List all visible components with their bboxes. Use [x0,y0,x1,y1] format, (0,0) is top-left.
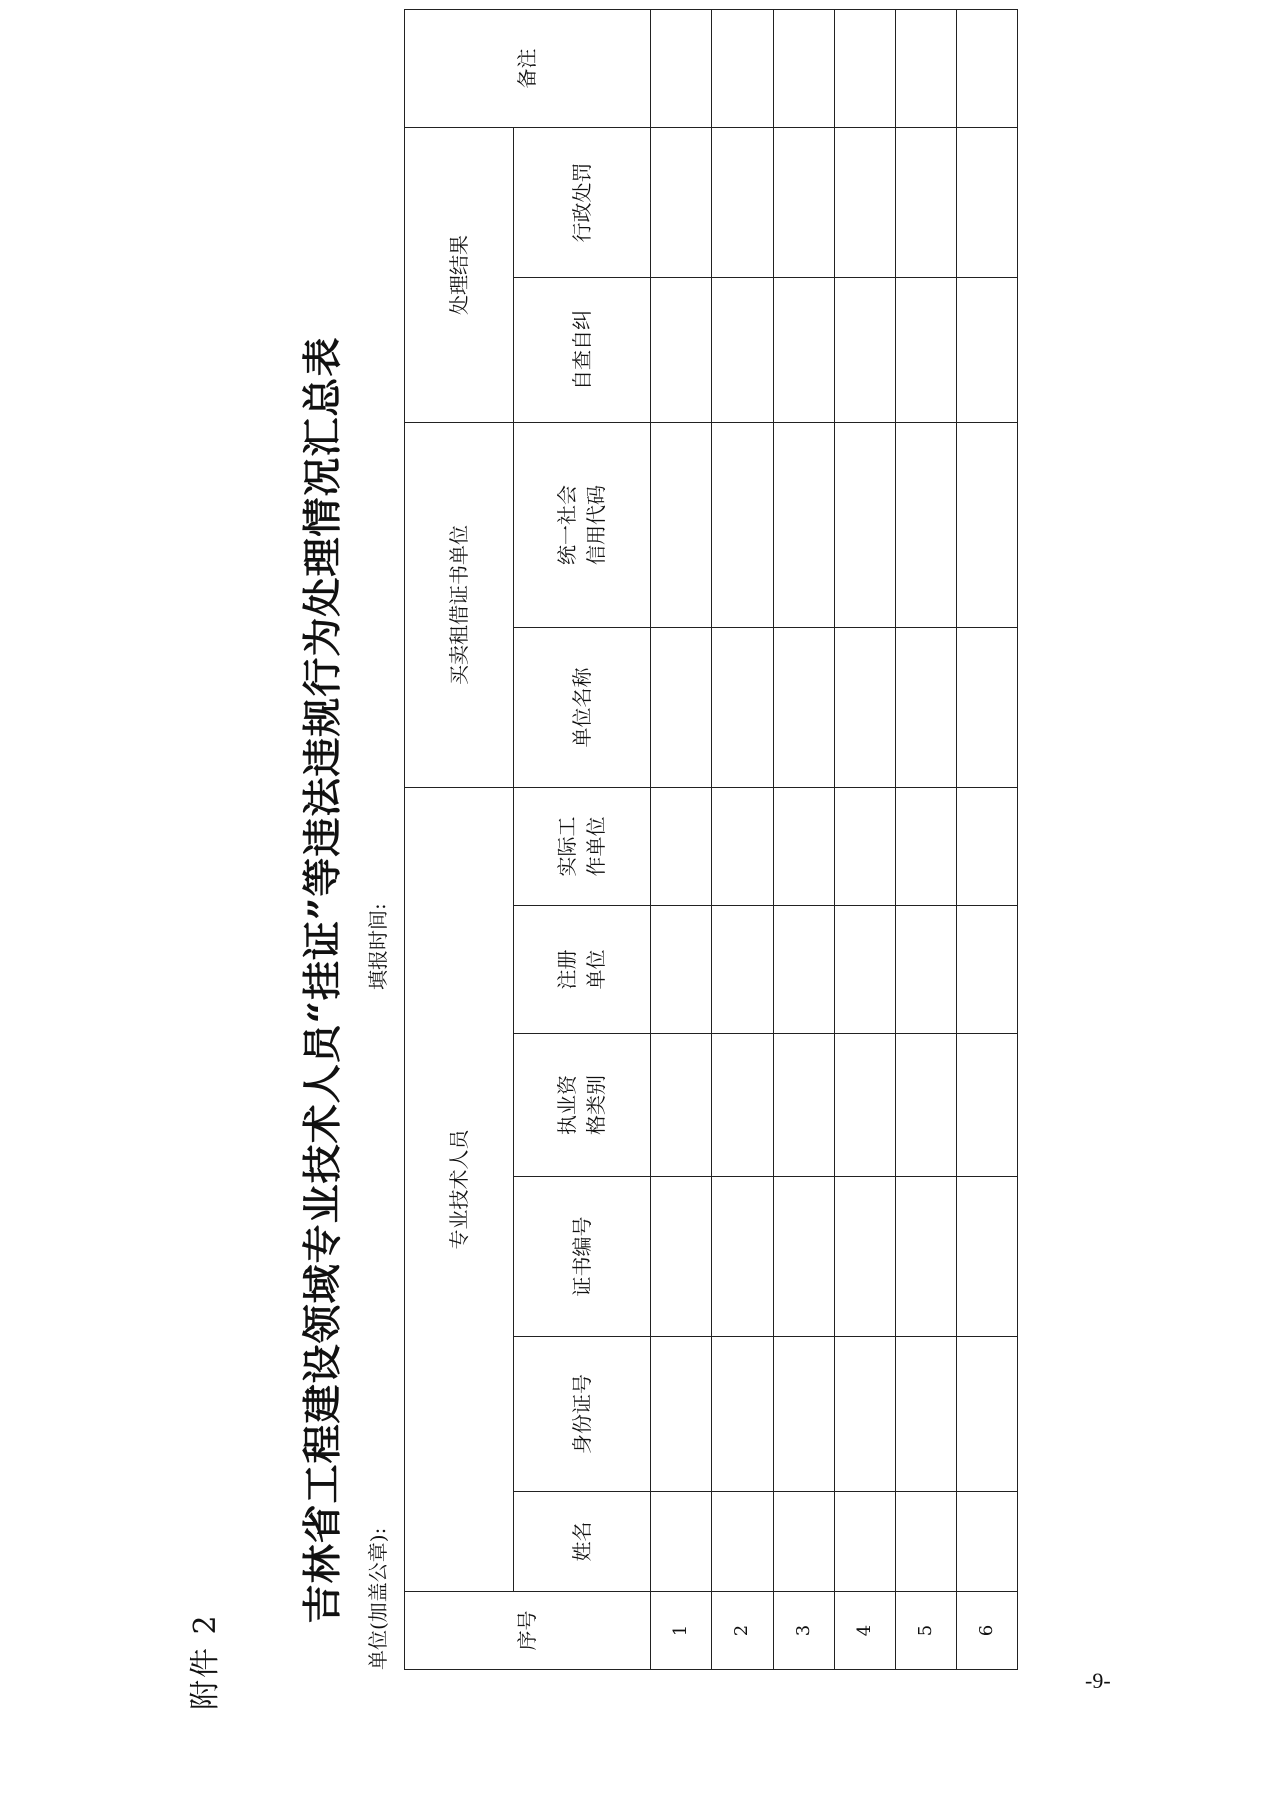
table-row [895,10,956,1670]
table-cell[interactable] [834,1337,895,1492]
table-cell[interactable] [834,1492,895,1592]
result-group-header: 处理结果 [405,128,514,423]
table-row [956,10,1017,1670]
table-cell[interactable] [712,1492,773,1592]
table-cell[interactable] [895,423,956,628]
table-cell[interactable] [834,1034,895,1177]
table-cell[interactable] [895,1034,956,1177]
table-cell[interactable] [773,1492,834,1592]
table-cell[interactable] [651,628,712,788]
table-cell[interactable] [834,1177,895,1337]
table-cell[interactable] [834,906,895,1034]
name-header: 姓名 [514,1492,651,1592]
table-cell[interactable] [712,10,773,128]
table-cell[interactable] [651,1337,712,1492]
self-correct-header: 自查自纠 [514,278,651,423]
table-cell[interactable] [956,278,1017,423]
table-cell[interactable] [773,1337,834,1492]
table-header-row-2 [514,10,651,1670]
table-cell[interactable] [651,906,712,1034]
table-cell[interactable] [956,788,1017,906]
table-cell[interactable] [712,278,773,423]
table-cell[interactable] [712,628,773,788]
table-cell[interactable] [712,423,773,628]
table-cell[interactable] [773,1177,834,1337]
table-cell[interactable] [895,128,956,278]
table-cell[interactable] [834,278,895,423]
table-cell[interactable] [895,1337,956,1492]
table-cell[interactable] [956,128,1017,278]
table-cell[interactable] [956,906,1017,1034]
row-number: 4 [834,1592,895,1670]
table-cell[interactable] [651,1034,712,1177]
rotated-sheet [180,48,1140,1710]
personnel-group-header: 专业技术人员 [405,788,514,1592]
table-cell[interactable] [956,10,1017,128]
table-cell[interactable] [956,1034,1017,1177]
penalty-header: 行政处罚 [514,128,651,278]
page-number: -9- [1085,1668,1111,1693]
table-cell[interactable] [956,1177,1017,1337]
company-name-header: 单位名称 [514,628,651,788]
registered-unit-header: 注册 单位 [514,906,651,1034]
table-cell[interactable] [773,278,834,423]
table-row [651,10,712,1670]
fill-time-label: 填报时间: [366,903,390,990]
unit-seal-label: 单位(加盖公章): [366,1527,390,1670]
table-cell[interactable] [651,788,712,906]
attachment-label: 附件 2 [188,1613,223,1710]
table-header-row-1 [405,10,514,1670]
table-cell[interactable] [773,423,834,628]
table-cell[interactable] [834,628,895,788]
table-cell[interactable] [834,423,895,628]
table-cell[interactable] [895,906,956,1034]
table-cell[interactable] [712,1177,773,1337]
table-cell[interactable] [651,423,712,628]
row-number: 5 [895,1592,956,1670]
table-cell[interactable] [895,10,956,128]
table-cell[interactable] [651,10,712,128]
table-row [834,10,895,1670]
table-cell[interactable] [773,906,834,1034]
table-cell[interactable] [895,788,956,906]
row-number: 1 [651,1592,712,1670]
table-cell[interactable] [773,788,834,906]
table-cell[interactable] [651,278,712,423]
remark-header: 备注 [405,10,651,128]
table-cell[interactable] [834,10,895,128]
table-cell[interactable] [956,1492,1017,1592]
qualification-header: 执业资 格类别 [514,1034,651,1177]
table-cell[interactable] [895,278,956,423]
table-cell[interactable] [895,1492,956,1592]
table-cell[interactable] [773,1034,834,1177]
table-cell[interactable] [895,1177,956,1337]
company-group-header: 买卖租借证书单位 [405,423,514,788]
table-row [712,10,773,1670]
table-cell[interactable] [895,628,956,788]
table-cell[interactable] [956,1337,1017,1492]
table-cell[interactable] [773,628,834,788]
table-cell[interactable] [712,1034,773,1177]
table-cell[interactable] [651,1177,712,1337]
page-title: 吉林省工程建设领域专业技术人员“挂证”等违法违规行为处理情况汇总表 [300,336,346,1624]
id-no-header: 身份证号 [514,1337,651,1492]
table-cell[interactable] [712,1337,773,1492]
table-cell[interactable] [956,628,1017,788]
table-row [773,10,834,1670]
row-number: 3 [773,1592,834,1670]
table-cell[interactable] [773,10,834,128]
row-number: 6 [956,1592,1017,1670]
table-cell[interactable] [651,128,712,278]
table-cell[interactable] [712,906,773,1034]
table-cell[interactable] [834,128,895,278]
table-cell[interactable] [712,788,773,906]
table-cell[interactable] [956,423,1017,628]
table-cell[interactable] [712,128,773,278]
seq-header: 序号 [405,1592,651,1670]
actual-unit-header: 实际工 作单位 [514,788,651,906]
credit-code-header: 统一社会 信用代码 [514,423,651,628]
table-cell[interactable] [651,1492,712,1592]
table-cell[interactable] [773,128,834,278]
table-cell[interactable] [834,788,895,906]
cert-no-header: 证书编号 [514,1177,651,1337]
summary-table [404,9,1018,1670]
row-number: 2 [712,1592,773,1670]
